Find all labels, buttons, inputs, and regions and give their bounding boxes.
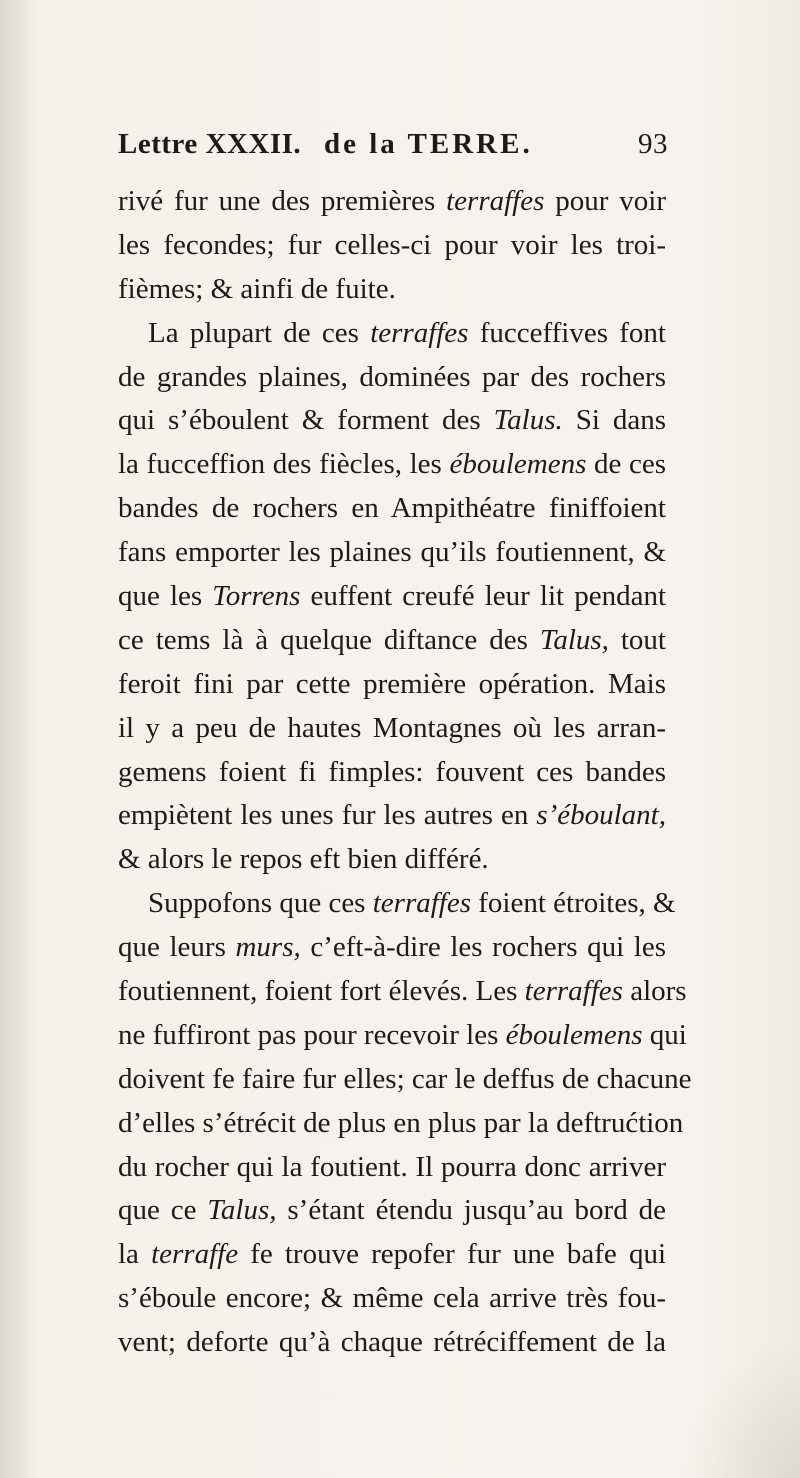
text-segment: de ces xyxy=(586,448,667,481)
running-head-title: de la TERRE. xyxy=(324,128,533,160)
text-line xyxy=(118,1233,666,1277)
text-segment: fucceffives font xyxy=(468,316,666,349)
text-segment: du rocher qui la foutient. Il pourra donc arriver xyxy=(118,1150,666,1183)
italic-text: éboulemens xyxy=(505,1018,643,1051)
page-gutter-shadow xyxy=(0,0,34,1478)
text-segment: d’elles s’étrécit de plus en plus par la deftrućtion xyxy=(118,1106,684,1139)
italic-text: terraffes xyxy=(372,887,472,920)
text-segment: rivé fur une des premières xyxy=(118,185,447,217)
text-line xyxy=(118,356,666,400)
text-segment: fièmes; & ainfi de fuite. xyxy=(118,272,396,305)
text-segment: qui xyxy=(642,1018,687,1051)
italic-text: Torrens xyxy=(212,580,301,613)
text-line xyxy=(118,926,666,970)
text-line xyxy=(118,575,666,619)
text-segment: empiètent les unes fur les autres en xyxy=(118,799,537,832)
text-segment: que ce xyxy=(118,1194,208,1227)
text-line xyxy=(118,794,666,838)
text-line xyxy=(118,1014,687,1058)
italic-text: éboulemens xyxy=(449,448,587,481)
text-segment: & alors le repos eft bien différé. xyxy=(118,843,489,876)
text-line xyxy=(118,619,666,663)
text-line xyxy=(118,707,666,751)
text-line xyxy=(118,882,676,926)
italic-text: Talus, xyxy=(207,1194,277,1227)
running-head-letter: Lettre XXXII. xyxy=(118,128,302,160)
italic-text: terraffe xyxy=(151,1238,239,1271)
paper-stain xyxy=(680,1338,800,1478)
text-segment: Suppofons que ces xyxy=(148,887,373,920)
text-segment: s’étant étendu jusqu’au bord de xyxy=(276,1194,666,1227)
text-line xyxy=(118,268,666,312)
text-line xyxy=(118,838,666,882)
text-line xyxy=(118,312,666,356)
text-line xyxy=(118,1189,666,1233)
text-segment: la fucceffion des fiècles, les xyxy=(118,448,450,481)
text-line xyxy=(118,1321,666,1365)
italic-text: terraffes xyxy=(524,975,623,1008)
text-line xyxy=(118,1277,666,1321)
text-segment: la xyxy=(118,1238,152,1271)
text-segment: s’éboule encore; & même cela arrive très fou- xyxy=(118,1282,666,1315)
italic-text: Talus, xyxy=(539,623,609,656)
text-segment: Si dans xyxy=(562,404,666,437)
text-segment: il y a peu de hautes Montagnes où les arran- xyxy=(118,711,666,744)
italic-text: Talus. xyxy=(493,404,563,437)
italic-text: murs, xyxy=(235,931,301,964)
text-line xyxy=(118,1058,692,1102)
text-segment: tout xyxy=(608,623,666,656)
text-segment: fans emporter les plaines qu’ils foutiennent, & xyxy=(118,536,666,569)
text-segment: que les xyxy=(118,580,213,613)
text-line xyxy=(118,180,666,224)
body-text xyxy=(118,180,692,1365)
italic-text: s’éboulant, xyxy=(536,799,666,832)
text-segment: qui s’éboulent & forment des xyxy=(118,404,494,437)
text-line xyxy=(118,487,666,531)
text-line xyxy=(118,224,666,268)
text-segment: vent; deforte qu’à chaque rétréciffement de la xyxy=(118,1326,666,1359)
text-segment: que leurs xyxy=(118,931,236,964)
page-number: 93 xyxy=(638,128,668,160)
text-segment: bandes de rochers en Ampithéatre finiffoient xyxy=(118,492,666,525)
text-line xyxy=(118,531,666,575)
text-segment: euffent creufé leur lit pendant xyxy=(300,580,667,613)
text-segment: doivent fe faire fur elles; car le deffus de chacune xyxy=(118,1062,692,1095)
text-line xyxy=(118,970,687,1014)
italic-text: terraffes xyxy=(370,316,469,349)
text-segment: les fecondes; fur celles-ci pour voir les troi- xyxy=(118,228,666,261)
italic-text: terraffes xyxy=(446,185,545,217)
text-line xyxy=(118,443,666,487)
text-segment: ce tems là à quelque diftance des xyxy=(118,623,540,656)
text-segment: foient étroites, & xyxy=(471,887,676,920)
text-segment: foutiennent, foient fort élevés. Les xyxy=(118,975,525,1008)
text-segment: c’eft-à-dire les rochers qui les xyxy=(300,931,666,964)
text-segment: fe trouve repofer fur une bafe qui xyxy=(238,1238,666,1271)
text-line xyxy=(118,663,666,707)
text-line xyxy=(118,751,666,795)
text-line xyxy=(118,1146,666,1190)
text-segment: ne fuffiront pas pour recevoir les xyxy=(118,1018,506,1051)
text-segment: feroit fini par cette première opération. Mais xyxy=(118,667,666,700)
text-line xyxy=(118,1102,684,1146)
text-segment: alors xyxy=(622,975,687,1008)
running-head xyxy=(118,128,678,168)
text-segment: de grandes plaines, dominées par des rochers xyxy=(118,360,666,393)
text-segment: gemens foient fi fimples: fouvent ces bandes xyxy=(118,755,666,788)
text-segment: La plupart de ces xyxy=(148,316,371,349)
text-line xyxy=(118,399,666,443)
text-segment: pour voir xyxy=(544,185,666,217)
